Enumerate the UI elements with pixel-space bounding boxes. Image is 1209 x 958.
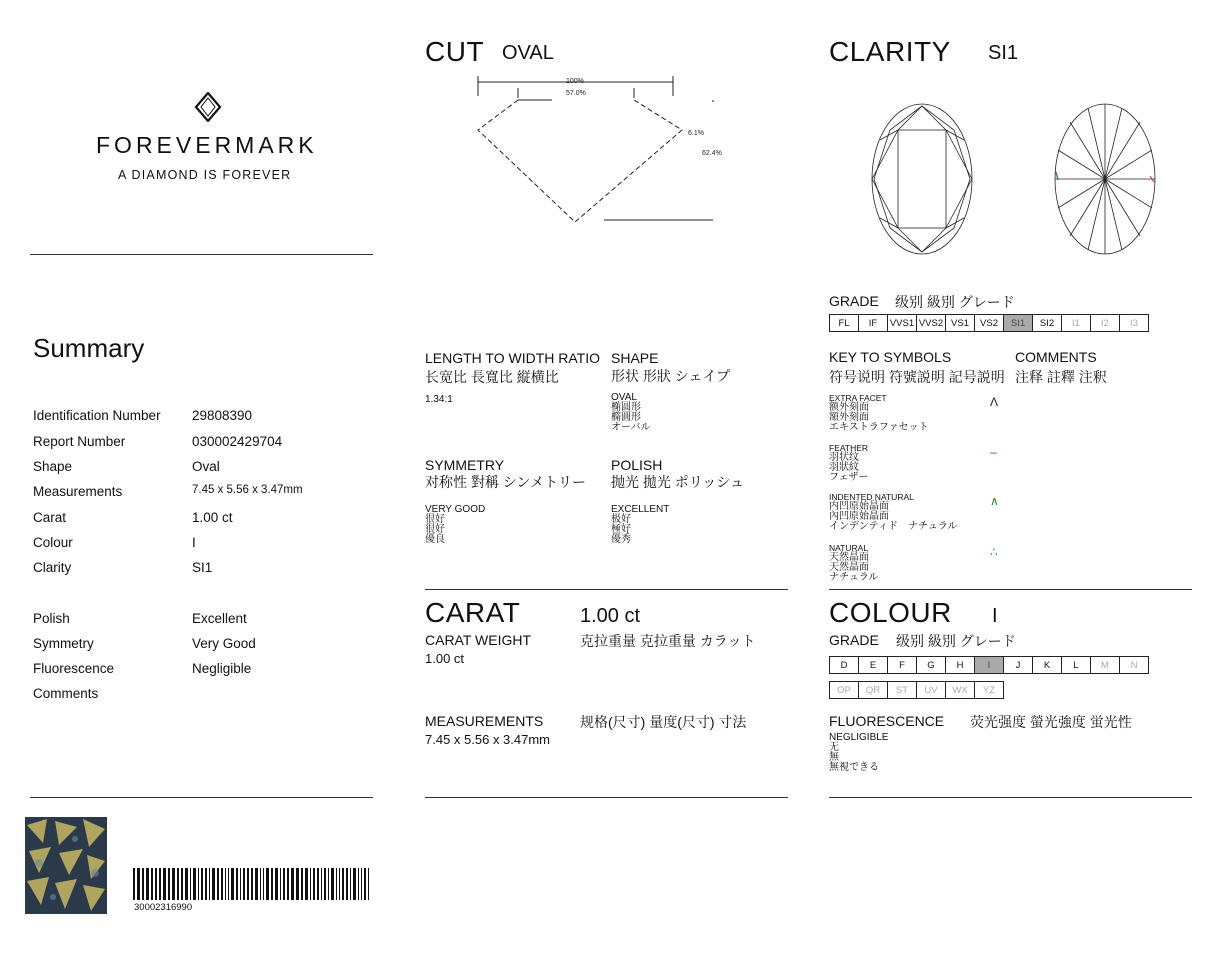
extra-facet-icon: Λ [990, 395, 999, 409]
barcode-bar [353, 868, 356, 900]
summary-label: Shape [33, 459, 73, 474]
carat-weight-label-jp: 克拉重量 克拉重量 カラット [580, 633, 756, 649]
clarity-grade-i2: I2 [1090, 314, 1120, 332]
barcode-bar [228, 868, 229, 900]
barcode-bar [331, 868, 334, 900]
barcode-bar [346, 868, 348, 900]
barcode-bar [205, 868, 207, 900]
clarity-grade-si2: SI2 [1032, 314, 1062, 332]
barcode-bar [283, 868, 285, 900]
barcode-image [133, 868, 373, 900]
colour-grade-i: I [974, 656, 1004, 674]
carat-title: CARAT [425, 597, 521, 628]
barcode-number: 30002316990 [134, 902, 193, 913]
barcode-bar [301, 868, 303, 900]
barcode-bar [212, 868, 215, 900]
barcode-bar [155, 868, 157, 900]
summary-value: Oval [192, 459, 220, 474]
clarity-grade-si1: SI1 [1003, 314, 1033, 332]
ratio-label-jp: 长宽比 長寬比 縦横比 [425, 369, 559, 385]
colour-grade-qr: QR [858, 681, 888, 699]
summary-title: Summary [33, 333, 145, 363]
carat-value: 1.00 ct [580, 605, 641, 627]
barcode-bar [159, 868, 161, 900]
summary-label: Carat [33, 510, 67, 525]
barcode-bar [190, 868, 191, 900]
key-to-symbols-label: KEY TO SYMBOLS [829, 349, 952, 365]
feather-icon: ‒ [990, 445, 997, 459]
barcode-bar [198, 868, 199, 900]
summary-value: SI1 [192, 560, 213, 575]
summary-label: Comments [33, 686, 99, 701]
barcode-bar [247, 868, 249, 900]
barcode-bar [236, 868, 238, 900]
summary-label: Identification Number [33, 408, 161, 423]
summary-label: Measurements [33, 484, 123, 499]
barcode-bar [193, 868, 196, 900]
forevermark-diamond-icon [194, 92, 222, 122]
measurements-label-jp: 规格(尺寸) 量度(尺寸) 寸法 [580, 714, 747, 730]
symbol-description: INDENTED NATURAL 内凹原始晶面 內凹原始晶面 インデンティド ナチュラル [829, 492, 958, 532]
symmetry-value: VERY GOOD 很好 很好 優良 [425, 504, 486, 545]
divider [30, 797, 373, 798]
carat-weight-label: CARAT WEIGHT [425, 632, 532, 648]
clarity-grade-label: GRADE [829, 293, 879, 309]
barcode-bar [313, 868, 315, 900]
clarity-title: CLARITY [829, 36, 951, 67]
summary-value: Excellent [192, 611, 247, 626]
clarity-grade-vs1: VS1 [945, 314, 975, 332]
fluorescence-label: FLUORESCENCE [829, 713, 945, 729]
colour-grade-f: F [887, 656, 917, 674]
barcode-bar [361, 868, 362, 900]
colour-grade-k: K [1032, 656, 1062, 674]
barcode-bar [321, 868, 322, 900]
fluorescence-label-jp: 荧光强度 螢光強度 蛍光性 [970, 714, 1132, 730]
barcode-bar [243, 868, 245, 900]
barcode-bar [310, 868, 311, 900]
colour-grade-st: ST [887, 681, 917, 699]
polish-label-jp: 抛光 拋光 ポリッシュ [611, 474, 744, 490]
barcode-bar [217, 868, 219, 900]
barcode-bar [305, 868, 308, 900]
barcode-bar [280, 868, 281, 900]
barcode-bar [255, 868, 258, 900]
summary-label: Report Number [33, 434, 126, 449]
summary-value: Negligible [192, 661, 252, 676]
barcode-bar [275, 868, 278, 900]
barcode-bar [151, 868, 153, 900]
barcode-bar [328, 868, 329, 900]
barcode-bar [142, 868, 144, 900]
symmetry-label-jp: 对称性 對稱 シンメトリー [425, 474, 587, 490]
colour-grade-op: OP [829, 681, 859, 699]
barcode-bar [209, 868, 210, 900]
colour-grade-l: L [1061, 656, 1091, 674]
barcode-bar [368, 868, 369, 900]
barcode-bar [231, 868, 234, 900]
shape-label-jp: 形状 形狀 シェイプ [611, 368, 731, 384]
divider [829, 797, 1192, 798]
barcode-bar [358, 868, 359, 900]
barcode-bar [317, 868, 319, 900]
ratio-label: LENGTH TO WIDTH RATIO [425, 350, 601, 366]
summary-value: 29808390 [192, 408, 253, 423]
barcode-bar [266, 868, 269, 900]
barcode-bar [137, 868, 140, 900]
barcode-bar [296, 868, 299, 900]
barcode-bar [185, 868, 188, 900]
barcode-bar [287, 868, 289, 900]
summary-value: 030002429704 [192, 434, 283, 449]
barcode-bar [221, 868, 223, 900]
symmetry-label: SYMMETRY [425, 457, 505, 473]
colour-grade-label: GRADE [829, 632, 879, 648]
table-total-label: 100% [566, 78, 584, 85]
cut-proportion-diagram [470, 74, 730, 229]
barcode-bar [168, 868, 170, 900]
barcode-bar [336, 868, 337, 900]
divider [425, 797, 788, 798]
brand-tagline: A DIAMOND IS FOREVER [118, 168, 292, 182]
ratio-value: 1.34:1 [425, 394, 453, 405]
measurements-value: 7.45 x 5.56 x 3.47mm [425, 732, 551, 747]
polish-label: POLISH [611, 457, 663, 473]
colour-grade-g: G [916, 656, 946, 674]
clarity-plot-diagram [860, 100, 1170, 260]
symbol-description: FEATHER 羽状纹 羽狀紋 フェザー [829, 443, 869, 483]
summary-label: Clarity [33, 560, 72, 575]
colour-grade-j: J [1003, 656, 1033, 674]
summary-value: 7.45 x 5.56 x 3.47mm [192, 484, 303, 496]
colour-title: COLOUR [829, 597, 952, 628]
barcode-bar [350, 868, 351, 900]
clarity-grade-vvs2: VVS2 [916, 314, 946, 332]
colour-grade-h: H [945, 656, 975, 674]
clarity-grade-label-jp: 级别 級別 グレード [895, 294, 1015, 310]
colour-grade-d: D [829, 656, 859, 674]
shape-value: OVAL 椭圆形 橢圓形 オーバル [611, 392, 651, 433]
barcode-bar [163, 868, 166, 900]
shape-label: SHAPE [611, 350, 659, 366]
clarity-grade-vvs1: VVS1 [887, 314, 917, 332]
divider [829, 589, 1192, 590]
comments-label-jp: 注释 註釋 注釈 [1015, 369, 1107, 385]
symbol-description: EXTRA FACET 额外刻面 額外刻面 エキストラファセット [829, 393, 929, 433]
clarity-grade-i3: I3 [1119, 314, 1149, 332]
table-pct-label: 57.0% [566, 90, 586, 97]
summary-value: 1.00 ct [192, 510, 233, 525]
clarity-grade: SI1 [988, 42, 1019, 64]
brand-logo-text: FOREVERMARK [96, 132, 318, 158]
barcode-bar [201, 868, 203, 900]
summary-value: I [192, 535, 196, 550]
colour-grade-uv: UV [916, 681, 946, 699]
key-to-symbols-label-jp: 符号说明 符號説明 記号説明 [829, 369, 1005, 385]
barcode-bar [263, 868, 264, 900]
barcode-bar [181, 868, 183, 900]
barcode-bar [240, 868, 241, 900]
barcode-bar [339, 868, 340, 900]
clarity-grade-fl: FL [829, 314, 859, 332]
colour-grade-label-jp: 级别 級別 グレード [896, 633, 1016, 649]
fluorescence-value: NEGLIGIBLE 无 無 無視できる [829, 732, 889, 773]
clarity-grade-i1: I1 [1061, 314, 1091, 332]
colour-grade: I [992, 605, 998, 627]
barcode-bar [271, 868, 273, 900]
polish-value: EXCELLENT 极好 極好 優秀 [611, 504, 670, 545]
depth-pct-label: 62.4% [702, 150, 722, 157]
barcode-bar [225, 868, 226, 900]
colour-grade-yz: YZ [974, 681, 1004, 699]
carat-weight-value: 1.00 ct [425, 651, 465, 666]
cut-title: CUT [425, 36, 485, 67]
barcode-bar [291, 868, 294, 900]
barcode-bar [133, 868, 135, 900]
divider [30, 254, 373, 255]
summary-label: Symmetry [33, 636, 94, 651]
summary-label: Polish [33, 611, 70, 626]
summary-value: Very Good [192, 636, 256, 651]
indented-natural-icon: ∧ [990, 494, 999, 508]
comments-label: COMMENTS [1015, 349, 1097, 365]
natural-icon: ∴ [990, 545, 998, 559]
clarity-grade-if: IF [858, 314, 888, 332]
clarity-grade-vs2: VS2 [974, 314, 1004, 332]
symbol-description: NATURAL 天然晶面 天然晶面 ナチュラル [829, 543, 879, 583]
barcode-bar [146, 868, 149, 900]
security-pattern-image [25, 817, 107, 914]
colour-grade-m: M [1090, 656, 1120, 674]
divider [425, 589, 788, 590]
crown-pct-label: 6.1% [688, 130, 704, 137]
barcode-bar [251, 868, 253, 900]
barcode-bar [177, 868, 179, 900]
summary-label: Fluorescence [33, 661, 115, 676]
measurements-label: MEASUREMENTS [425, 713, 544, 729]
colour-grade-wx: WX [945, 681, 975, 699]
barcode-bar [260, 868, 261, 900]
barcode-bar [324, 868, 326, 900]
barcode-bar [342, 868, 344, 900]
colour-grade-n: N [1119, 656, 1149, 674]
barcode-bar [364, 868, 366, 900]
barcode-bar [172, 868, 175, 900]
summary-label: Colour [33, 535, 73, 550]
colour-grade-e: E [858, 656, 888, 674]
cut-shape: OVAL [502, 42, 554, 64]
